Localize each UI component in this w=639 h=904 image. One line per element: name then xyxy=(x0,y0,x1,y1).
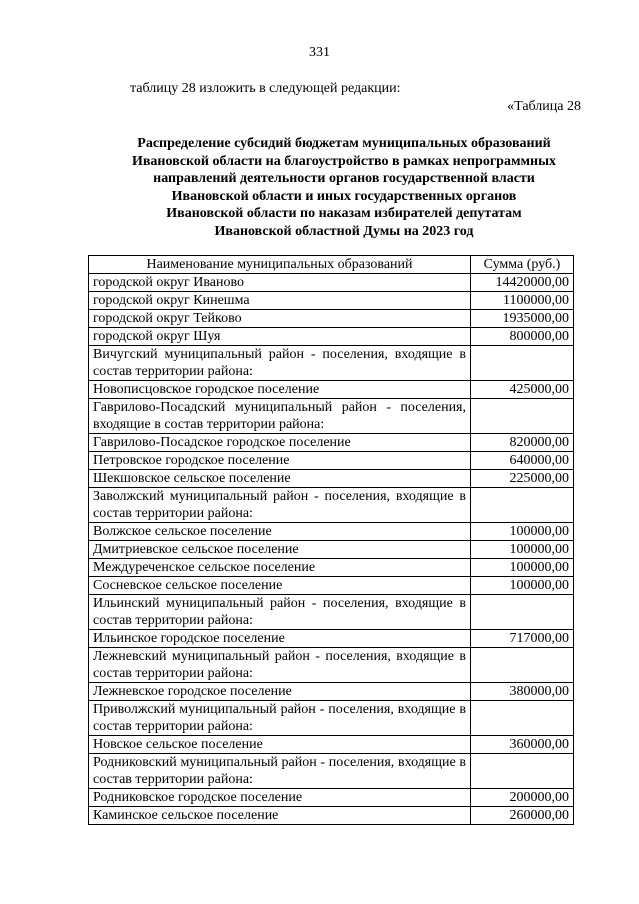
subsidies-table xyxy=(88,255,574,825)
subsidy-sum: 260000,00 xyxy=(471,807,574,825)
subsidy-sum xyxy=(471,595,574,630)
municipality-name: Новописцовское городское поселение xyxy=(89,381,471,399)
municipality-name: Родниковское городское поселение xyxy=(89,789,471,807)
subsidy-sum: 100000,00 xyxy=(471,541,574,559)
subsidy-sum: 1100000,00 xyxy=(471,292,574,310)
municipality-name: городской округ Шуя xyxy=(89,328,471,346)
district-name: Родниковский муниципальный район - поселения, входящие в состав территории района: xyxy=(89,754,471,789)
title-line: Ивановской области и иных государственных органов xyxy=(171,188,517,204)
table-group-row xyxy=(89,346,574,381)
municipality-name: городской округ Кинешма xyxy=(89,292,471,310)
subsidy-sum xyxy=(471,648,574,683)
table-row xyxy=(89,683,574,701)
table-group-row xyxy=(89,754,574,789)
table-row xyxy=(89,274,574,292)
district-name: Лежневский муниципальный район - поселения, входящие в состав территории района: xyxy=(89,648,471,683)
table-row xyxy=(89,630,574,648)
table-row xyxy=(89,292,574,310)
district-name: Заволжский муниципальный район - поселения, входящие в состав территории района: xyxy=(89,488,471,523)
district-name: Ильинский муниципальный район - поселения, входящие в состав территории района: xyxy=(89,595,471,630)
table-group-row xyxy=(89,595,574,630)
subsidy-sum: 14420000,00 xyxy=(471,274,574,292)
page-number: 331 xyxy=(309,45,330,60)
subsidy-sum: 200000,00 xyxy=(471,789,574,807)
subsidy-sum xyxy=(471,701,574,736)
table-body xyxy=(89,274,574,825)
table-row xyxy=(89,559,574,577)
title-line: Ивановской области на благоустройство в рамках непрограммных xyxy=(131,153,557,169)
header-sum: Сумма (руб.) xyxy=(471,256,574,274)
table-row xyxy=(89,470,574,488)
subsidy-sum: 360000,00 xyxy=(471,736,574,754)
municipality-name: Ильинское городское поселение xyxy=(89,630,471,648)
table-row xyxy=(89,310,574,328)
municipality-name: городской округ Иваново xyxy=(89,274,471,292)
district-name: Приволжский муниципальный район - поселения, входящие в состав территории района: xyxy=(89,701,471,736)
table-group-row xyxy=(89,488,574,523)
municipality-name: Шекшовское сельское поселение xyxy=(89,470,471,488)
table-row xyxy=(89,789,574,807)
table-row xyxy=(89,523,574,541)
municipality-name: Междуреченское сельское поселение xyxy=(89,559,471,577)
subsidy-sum xyxy=(471,399,574,434)
subsidy-sum: 425000,00 xyxy=(471,381,574,399)
intro-text: таблицу 28 изложить в следующей редакции: xyxy=(130,81,401,96)
document-title xyxy=(60,135,628,240)
table-header-row xyxy=(89,256,574,274)
table-row xyxy=(89,577,574,595)
municipality-name: Гаврилово-Посадское городское поселение xyxy=(89,434,471,452)
subsidy-sum: 1935000,00 xyxy=(471,310,574,328)
table-reference: «Таблица 28 xyxy=(507,99,581,114)
subsidy-sum: 380000,00 xyxy=(471,683,574,701)
municipality-name: Сосневское сельское поселение xyxy=(89,577,471,595)
subsidy-sum: 100000,00 xyxy=(471,559,574,577)
municipality-name: Новское сельское поселение xyxy=(89,736,471,754)
table-row xyxy=(89,434,574,452)
subsidy-sum: 717000,00 xyxy=(471,630,574,648)
subsidy-sum xyxy=(471,488,574,523)
district-name: Вичугский муниципальный район - поселения, входящие в состав территории района: xyxy=(89,346,471,381)
municipality-name: Лежневское городское поселение xyxy=(89,683,471,701)
title-line: направлений деятельности органов государственной власти xyxy=(153,171,535,186)
title-line: Ивановской областной Думы на 2023 год xyxy=(214,223,474,239)
subsidy-sum: 640000,00 xyxy=(471,452,574,470)
subsidy-sum xyxy=(471,754,574,789)
title-line: Ивановской области по наказам избирателей депутатам xyxy=(166,206,522,221)
table-row xyxy=(89,541,574,559)
subsidy-sum: 225000,00 xyxy=(471,470,574,488)
table-row xyxy=(89,736,574,754)
header-name: Наименование муниципальных образований xyxy=(89,256,471,274)
table-row xyxy=(89,381,574,399)
subsidy-sum: 820000,00 xyxy=(471,434,574,452)
district-name: Гаврилово-Посадский муниципальный район - поселения, входящие в состав территории района: xyxy=(89,399,471,434)
title-line: Распределение субсидий бюджетам муниципальных образований xyxy=(137,136,551,151)
subsidy-sum xyxy=(471,346,574,381)
municipality-name: Дмитриевское сельское поселение xyxy=(89,541,471,559)
table-row xyxy=(89,807,574,825)
subsidy-sum: 100000,00 xyxy=(471,523,574,541)
table-group-row xyxy=(89,701,574,736)
table-group-row xyxy=(89,399,574,434)
municipality-name: городской округ Тейково xyxy=(89,310,471,328)
municipality-name: Волжское сельское поселение xyxy=(89,523,471,541)
subsidy-sum: 100000,00 xyxy=(471,577,574,595)
municipality-name: Каминское сельское поселение xyxy=(89,807,471,825)
subsidy-sum: 800000,00 xyxy=(471,328,574,346)
table-row xyxy=(89,328,574,346)
municipality-name: Петровское городское поселение xyxy=(89,452,471,470)
table-row xyxy=(89,452,574,470)
table-group-row xyxy=(89,648,574,683)
